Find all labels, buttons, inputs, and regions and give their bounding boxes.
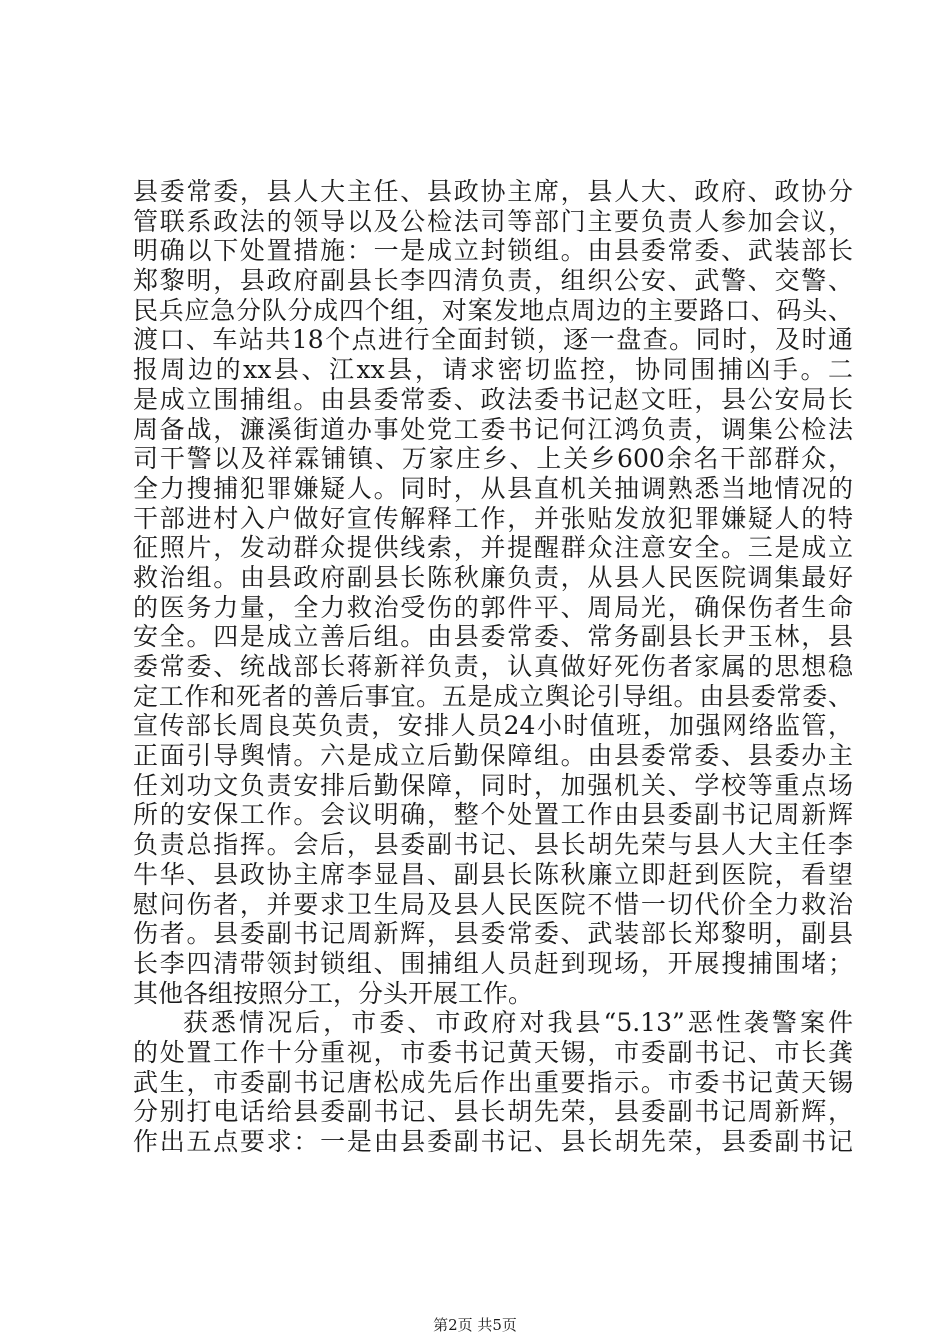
text-line: 负责总指挥。会后，县委副书记、县长胡先荣与县人大主任李 xyxy=(133,830,853,860)
text-line: 的医务力量，全力救治受伤的郭件平、周局光，确保伤者生命 xyxy=(133,592,853,622)
text-line: 委常委、统战部长蒋新祥负责，认真做好死伤者家属的思想稳 xyxy=(133,652,853,681)
text-line: 周备战，濂溪街道办事处党工委书记何江鸿负责，调集公检法 xyxy=(133,414,853,444)
text-line: 的处置工作十分重视，市委书记黄天锡，市委副书记、市长龚 xyxy=(133,1037,853,1067)
text-line: 伤者。县委副书记周新辉，县委常委、武装部长郑黎明，副县 xyxy=(133,919,853,949)
text-line: 司干警以及祥霖铺镇、万家庄乡、上关乡600余名干部群众， xyxy=(133,444,853,474)
text-line: 全力搜捕犯罪嫌疑人。同时，从县直机关抽调熟悉当地情况的 xyxy=(133,473,853,503)
text-line: 宣传部长周良英负责，安排人员24小时值班，加强网络监管， xyxy=(133,711,853,741)
text-line: 分别打电话给县委副书记、县长胡先荣，县委副书记周新辉， xyxy=(133,1097,853,1127)
paragraph-first-line: 获悉情况后，市委、市政府对我县“5.13”恶性袭警案件 xyxy=(183,1008,853,1038)
text-line: 安全。四是成立善后组。由县委常委、常务副县长尹玉林，县 xyxy=(133,622,853,652)
document-body xyxy=(133,177,853,1157)
text-line: 救治组。由县政府副县长陈秋廉负责，从县人民医院调集最好 xyxy=(133,562,853,592)
text-line: 明确以下处置措施：一是成立封锁组。由县委常委、武装部长 xyxy=(133,236,853,266)
text-line: 牛华、县政协主席李显昌、副县长陈秋廉立即赶到医院，看望 xyxy=(133,859,853,889)
text-line: 作出五点要求：一是由县委副书记、县长胡先荣，县委副书记 xyxy=(133,1127,853,1156)
text-line: 正面引导舆情。六是成立后勤保障组。由县委常委、县委办主 xyxy=(133,741,853,771)
text-line: 武生，市委副书记唐松成先后作出重要指示。市委书记黄天锡 xyxy=(133,1067,853,1097)
text-line: 民兵应急分队分成四个组，对案发地点周边的主要路口、码头、 xyxy=(133,295,853,325)
text-line: 定工作和死者的善后事宜。五是成立舆论引导组。由县委常委、 xyxy=(133,681,853,711)
text-line: 管联系政法的领导以及公检法司等部门主要负责人参加会议， xyxy=(133,206,853,236)
text-line: 其他各组按照分工，分头开展工作。 xyxy=(133,978,534,1008)
text-line: 报周边的xx县、江xx县，请求密切监控，协同围捕凶手。二 xyxy=(133,355,853,385)
text-line: 渡口、车站共18个点进行全面封锁，逐一盘查。同时，及时通 xyxy=(133,325,853,355)
text-line: 长李四清带领封锁组、围捕组人员赶到现场，开展搜捕围堵； xyxy=(133,948,853,978)
text-line: 郑黎明，县政府副县长李四清负责，组织公安、武警、交警、 xyxy=(133,266,853,296)
page-number-footer: 第2页 共5页 xyxy=(433,1316,517,1334)
text-line: 任刘功文负责安排后勤保障，同时，加强机关、学校等重点场 xyxy=(133,770,853,800)
text-line: 干部进村入户做好宣传解释工作，并张贴发放犯罪嫌疑人的特 xyxy=(133,503,853,533)
text-line: 慰问伤者，并要求卫生局及县人民医院不惜一切代价全力救治 xyxy=(133,889,853,919)
text-line: 是成立围捕组。由县委常委、政法委书记赵文旺，县公安局长 xyxy=(133,384,853,414)
text-line: 县委常委，县人大主任、县政协主席，县人大、政府、政协分 xyxy=(133,177,853,206)
text-line: 征照片，发动群众提供线索，并提醒群众注意安全。三是成立 xyxy=(133,533,853,563)
text-line: 所的安保工作。会议明确，整个处置工作由县委副书记周新辉 xyxy=(133,800,853,830)
